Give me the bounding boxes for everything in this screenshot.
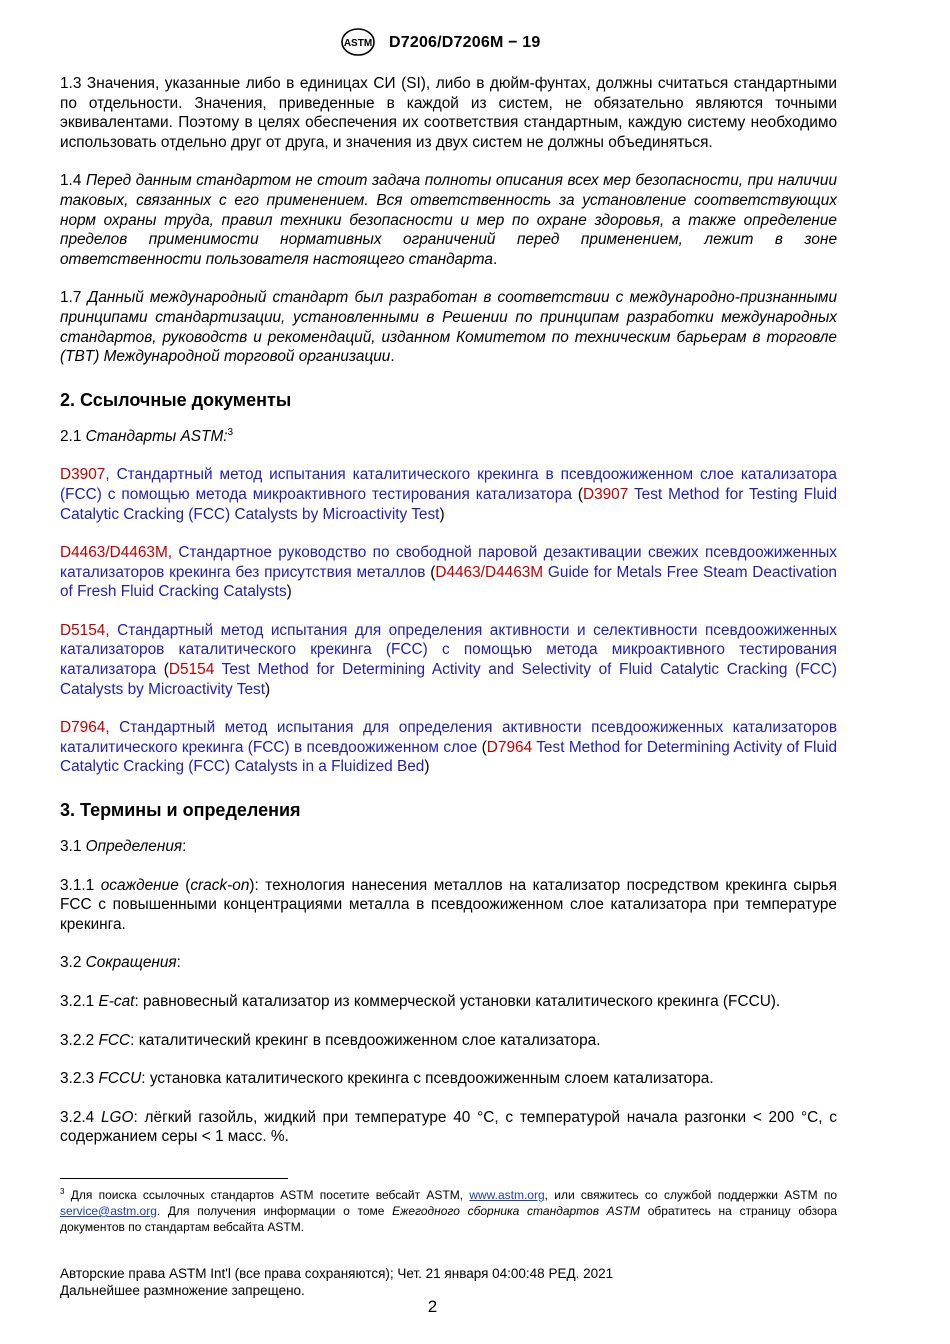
astm-website-link[interactable]: www.astm.org [469, 1188, 545, 1202]
reference-d4463: D4463/D4463M, Стандартное руководство по свободной паровой дезактивации свежих псевдоожиженных катализаторов крекинга без присутствия металлов (D4463/D4463M Guide for Metals Free Steam Deactivation of Fresh Fluid Cracking Catalysts) [60, 544, 837, 601]
reference-code-2[interactable]: D5154 [168, 661, 215, 679]
reference-title-en[interactable]: Test Method for Determining Activity of Fluid Catalytic Cracking (FCC) Catalysts in a Fluidized Bed [60, 738, 838, 776]
reference-code-2[interactable]: D3907 [582, 485, 629, 503]
copyright-notice [60, 1265, 613, 1299]
section-heading-2: 2. Ссылочные документы [60, 389, 292, 410]
service-email-link[interactable]: service@astm.org [60, 1204, 157, 1218]
document-id: D7206/D7206M − 19 [389, 34, 541, 51]
reference-d5154: D5154, Стандартный метод испытания для определения активности и селективности псевдоожиженных катализаторов каталитического крекинга (FCC) с помощью метода микроактивного тестирования катализатора (D5154 Test Method for Determining Activity and Selectivity of Fluid Catalytic Cracking (FCC) Catalysts by Microactivity Test) [60, 621, 837, 698]
paragraph-3-2-1: 3.2.1 E-cat: равновесный катализатор из коммерческой установки каталитического крекинга (FCCU). [60, 993, 781, 1010]
reproduction-notice: Дальнейшее размножение запрещено. [60, 1283, 305, 1298]
section-heading-3: 3. Термины и определения [60, 800, 301, 821]
reference-title-en[interactable]: Test Method for Determining Activity and Selectivity of Fluid Catalytic Cracking (FCC) Catalysts by Microactivity Test [60, 661, 837, 698]
paragraph-3-2: 3.2 Сокращения: [60, 954, 181, 972]
reference-code-2[interactable]: D4463/D4463M [435, 563, 544, 581]
document-body [60, 74, 837, 1147]
reference-d3907: D3907, Стандартный метод испытания каталитического крекинга в псевдоожиженном слое катализатора (FCC) с помощью метода микроактивного тестирования катализатора (D3907 Test Method for Testing Fluid Catalytic Cracking (FCC) Catalysts by Microactivity Test) [60, 466, 838, 523]
footnote-divider [60, 1178, 288, 1179]
paragraph-3-1-1: 3.1.1 осаждение (crack-on): технология нанесения металлов на катализатор посредством крекинга сырья FCC с повышенными концентрациями металла в псевдоожиженном слое катализатора при температуре крекинга. [60, 876, 838, 933]
footnote: $^3$ Для поиска ссылочных стандартов ASTM посетите вебсайт ASTM, www.astm.org, или свяжитесь со службой поддержки ASTM по service@astm.org. Для получения информации о томе Ежегодного сборника стандартов ASTM обратитесь на страницу обзора документов по стандартам вебсайта ASTM. [60, 1187, 837, 1234]
footnote-number: 3 [60, 1187, 65, 1196]
astm-logo-icon [341, 28, 375, 56]
copyright-line: Авторские права ASTM Int'l (все права сохраняются); Чет. 21 января 04:00:48 РЕД. 2021 [60, 1266, 614, 1281]
paragraph-1-3: 1.3 Значения, указанные либо в единицах СИ (SI), либо в дюйм-фунтах, должны считаться стандартными по отдельности. Значения, приведенные в каждой из систем, не обязательно являются точными эквивалентами. Поэтому в целях обеспечения их соответствия стандартным, каждую систему необходимо использовать отдельно друг от друга, и значения из двух систем не должны объединяться. [60, 75, 837, 151]
reference-title-en[interactable]: Guide for Metals Free Steam Deactivation of Fresh Fluid Cracking Catalysts [60, 563, 837, 601]
paragraph-number: 1.4 [60, 172, 86, 190]
reference-title-ru[interactable]: Стандартный метод испытания для определения активности и селективности псевдоожиженных катализаторов каталитического крекинга (FCC) с помощью метода микроактивного тестирования катализатора [60, 621, 837, 679]
page-number: 2 [427, 1297, 438, 1316]
logo-text: ASTM [343, 38, 373, 49]
reference-code[interactable]: D5154, [60, 621, 110, 639]
reference-title-ru[interactable]: Стандартный метод испытания для определения активности псевдоожиженных катализаторов каталитического крекинга (FCC) в псевдоожиженном слое [60, 719, 837, 756]
reference-code[interactable]: D4463/D4463M, [60, 544, 173, 562]
paragraph-3-2-4: 3.2.4 LGO: лёгкий газойль, жидкий при температуре 40 °C, с температурой начала разгонки < 200 °C, с содержанием серы < 1 масс. %. [60, 1108, 837, 1146]
paragraph-text: Перед данным стандартом не стоит задача полноты описания всех мер безопасности, при наличии таковых, связанных с его применением. Вся ответственность за установление соответствующих норм охраны труда, правил техники безопасности и мер по охране здоровья, а также определение пределов применимости нормативных ограничений перед применением, лежит в зоне ответственности пользователя настоящего стандарта [60, 172, 837, 268]
reference-code-2[interactable]: D7964 [486, 738, 533, 756]
reference-title-ru[interactable]: Стандартное руководство по свободной паровой дезактивации свежих псевдоожиженных катализаторов крекинга без присутствия металлов [60, 544, 837, 581]
footnote-ref[interactable]: 3 [227, 426, 234, 438]
page-header [0, 28, 950, 58]
paragraph-1-7: 1.7 Данный международный стандарт был разработан в соответствии с международно-признанными принципами стандартизации, установленными в Решении по принципам разработки международных стандартов, руководств и рекомендаций, изданном Комитетом по техническим барьерам в торговле (TBT) Международной торговой организации. [60, 289, 838, 366]
paragraph-3-2-2: 3.2.2 FCC: каталитический крекинг в псевдоожиженном слое катализатора. [60, 1031, 601, 1049]
paragraph-1-4: 1.4 Перед данным стандартом не стоит задача полноты описания всех мер безопасности, при наличии таковых, связанных с его применением. Вся ответственность за установление соответствующих норм охраны труда, правил техники безопасности и мер по охране здоровья, а также определение пределов применимости нормативных ограничений перед применением, лежит в зоне ответственности пользователя настоящего стандарта. [60, 172, 837, 268]
reference-d7964: D7964, Стандартный метод испытания для определения активности псевдоожиженных катализаторов каталитического крекинга (FCC) в псевдоожиженном слое (D7964 Test Method for Determining Activity of Fluid Catalytic Cracking (FCC) Catalysts in a Fluidized Bed) [60, 719, 838, 776]
reference-title-en[interactable]: Test Method for Testing Fluid Catalytic Cracking (FCC) Catalysts by Microactivity Test [60, 485, 838, 523]
reference-code[interactable]: D3907, [60, 466, 110, 484]
paragraph-text: Данный международный стандарт был разработан в соответствии с международно-признанными принципами стандартизации, установленными в Решении по принципам разработки международных стандартов, руководств и рекомендаций, изданном Комитетом по техническим барьерам в торговле (TBT) Международной торговой организации [60, 289, 838, 366]
reference-code[interactable]: D7964, [60, 719, 110, 737]
reference-title-ru[interactable]: Стандартный метод испытания каталитического крекинга в псевдоожиженном слое катализатора (FCC) с помощью метода микроактивного тестирования катализатора [60, 466, 837, 503]
paragraph-3-1: 3.1 Определения: [60, 838, 187, 856]
paragraph-3-2-3: 3.2.3 FCCU: установка каталитического крекинга с псевдоожиженным слоем катализатора. [60, 1070, 714, 1088]
paragraph-2-1: 2.1 Стандарты ASTM:$^3$ [60, 426, 234, 445]
paragraph-number: 1.7 [60, 289, 88, 307]
